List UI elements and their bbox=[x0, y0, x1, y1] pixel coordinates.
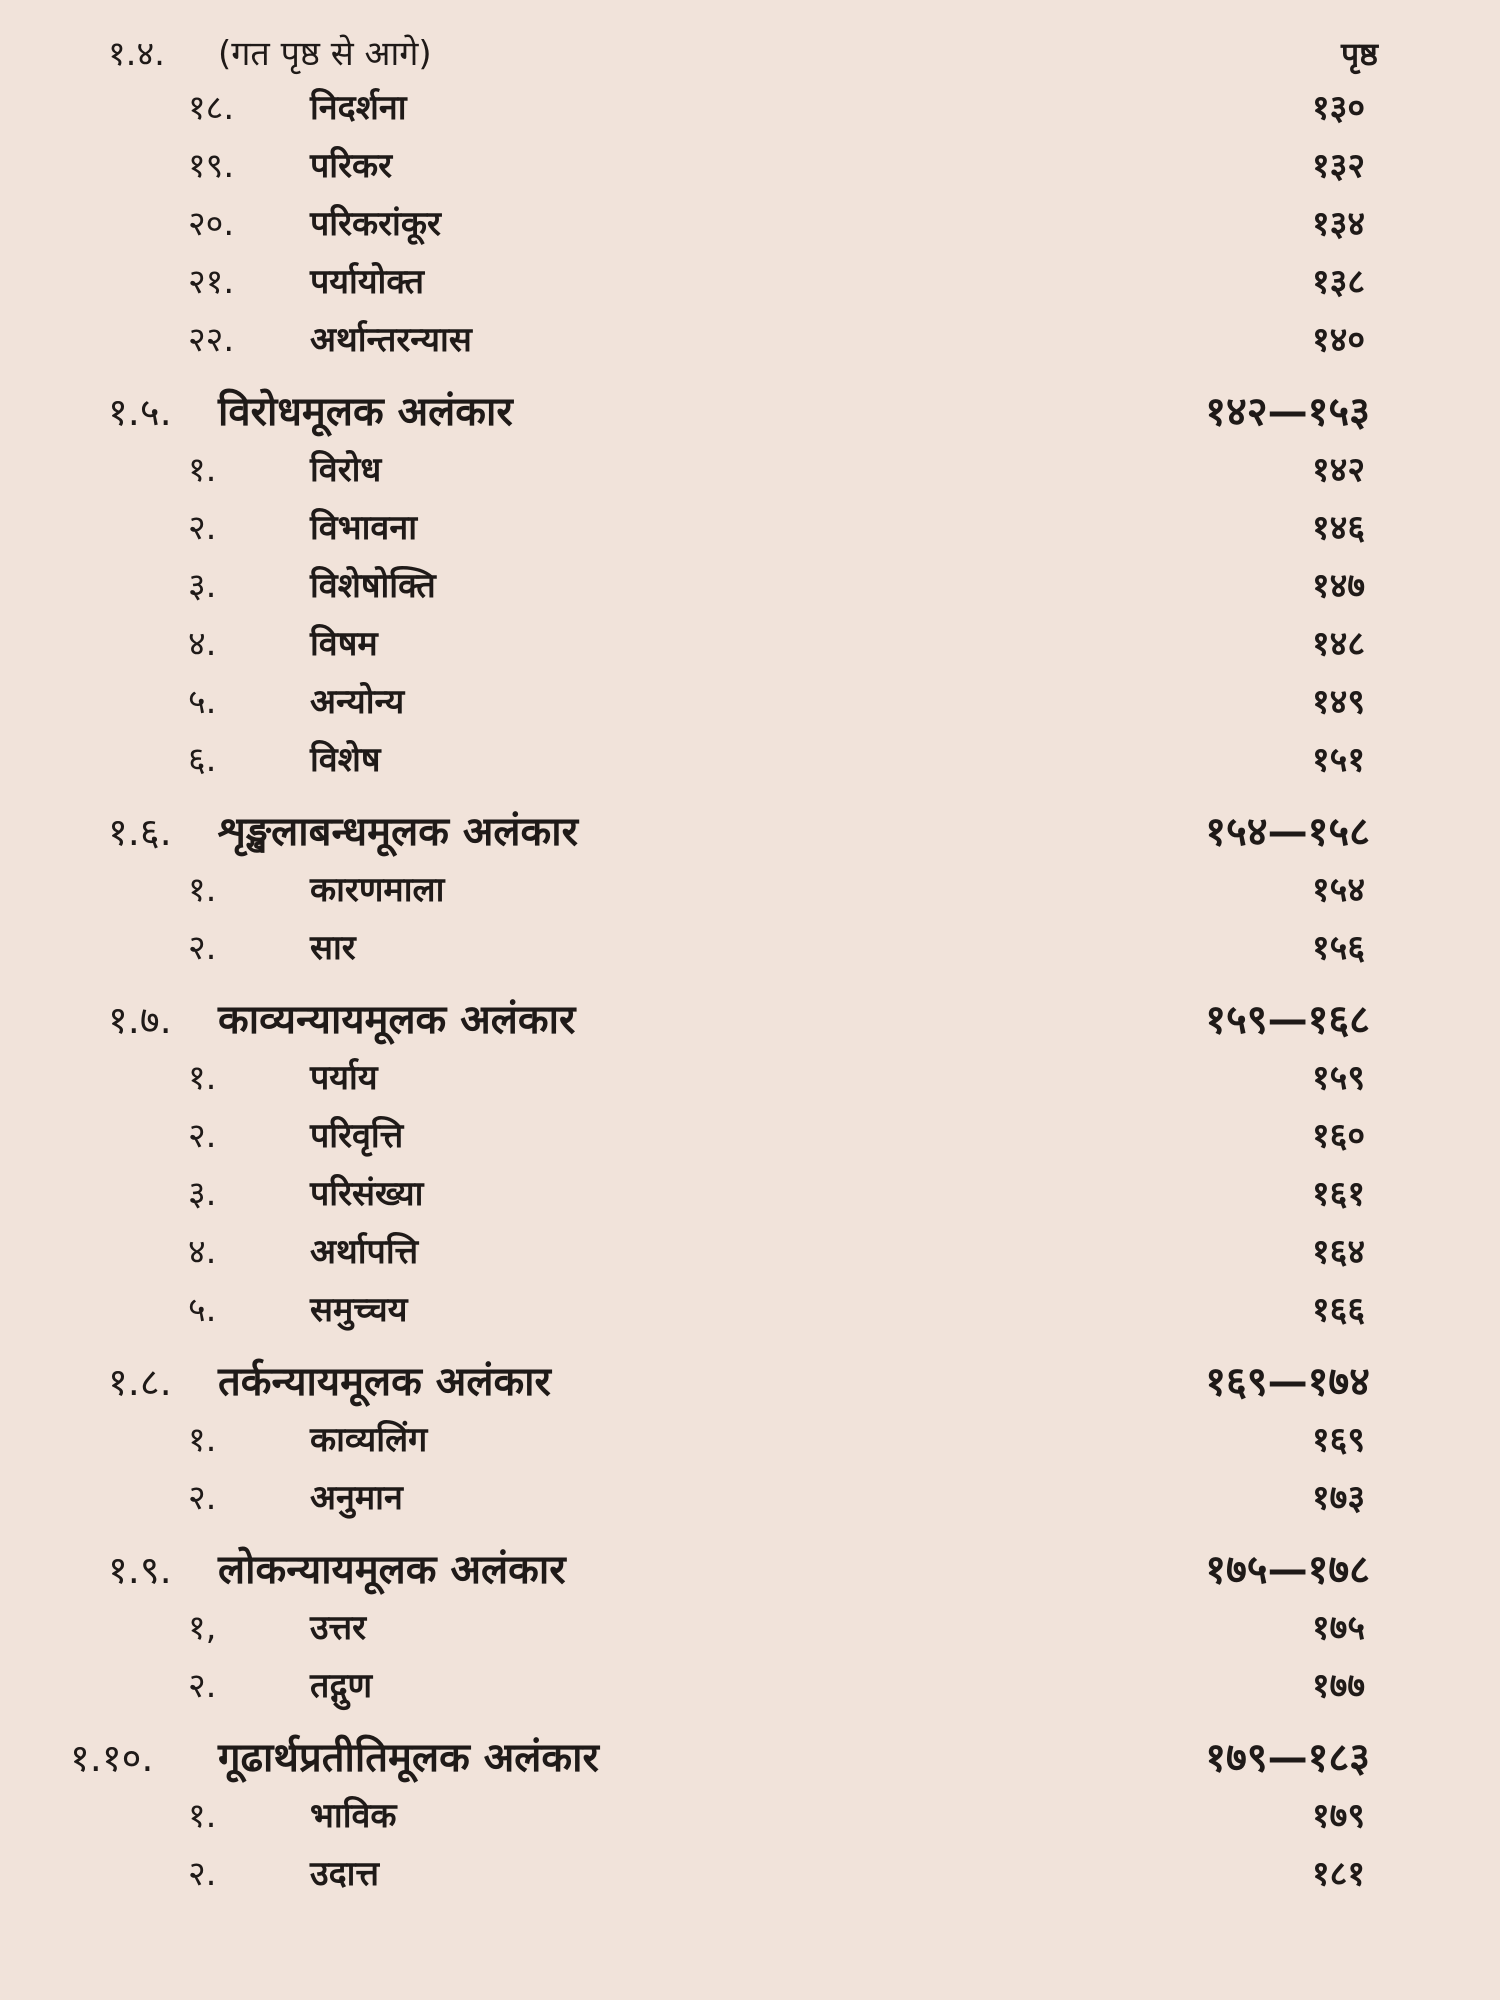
entry-page: १७५—१७८ bbox=[1205, 1547, 1370, 1593]
entry-number: १.५. bbox=[108, 390, 172, 434]
entry-number: २. bbox=[188, 928, 217, 968]
toc-item-row bbox=[0, 1600, 1500, 1656]
entry-number: १, bbox=[188, 1608, 217, 1648]
entry-title: भाविक bbox=[310, 1796, 397, 1836]
entry-title: विरोध bbox=[310, 450, 382, 490]
entry-page: १६० bbox=[1311, 1116, 1365, 1156]
entry-title: समुच्चय bbox=[310, 1290, 408, 1330]
entry-title: कारणमाला bbox=[310, 870, 445, 910]
entry-page: १४२—१५३ bbox=[1205, 389, 1370, 435]
entry-page: १५९—१६८ bbox=[1205, 997, 1370, 1043]
entry-title: तद्गुण bbox=[310, 1666, 373, 1706]
entry-title: पर्यायोक्त bbox=[310, 262, 424, 302]
entry-page: १७५ bbox=[1311, 1608, 1365, 1648]
entry-number: २०. bbox=[188, 204, 235, 244]
entry-page: १५४—१५८ bbox=[1205, 809, 1370, 855]
entry-title: शृङ्खलाबन्धमूलक अलंकार bbox=[218, 809, 578, 855]
entry-number: १. bbox=[188, 1796, 217, 1836]
toc-item-row bbox=[0, 732, 1500, 788]
toc-item-row bbox=[0, 920, 1500, 976]
entry-page: १४७ bbox=[1311, 566, 1365, 606]
entry-title: अर्थापत्ति bbox=[310, 1232, 419, 1272]
toc-item-row bbox=[0, 312, 1500, 368]
entry-number: १. bbox=[188, 1058, 217, 1098]
entry-page: १६४ bbox=[1311, 1232, 1365, 1272]
entry-page: १५६ bbox=[1311, 928, 1365, 968]
entry-number: १. bbox=[188, 450, 217, 490]
toc-item-row bbox=[0, 1224, 1500, 1280]
toc-item-row bbox=[0, 1470, 1500, 1526]
entry-page: १६६ bbox=[1311, 1290, 1365, 1330]
entry-page: १७७ bbox=[1311, 1666, 1365, 1706]
toc-item-row bbox=[0, 254, 1500, 310]
entry-page: १३४ bbox=[1311, 204, 1365, 244]
toc-item-row bbox=[0, 1282, 1500, 1338]
toc-item-row bbox=[0, 862, 1500, 918]
entry-page: १५४ bbox=[1311, 870, 1365, 910]
toc-section-row bbox=[0, 1730, 1500, 1786]
entry-title: विरोधमूलक अलंकार bbox=[218, 389, 513, 435]
entry-page: १४६ bbox=[1311, 508, 1365, 548]
entry-page: १४० bbox=[1311, 320, 1365, 360]
entry-number: १.७. bbox=[108, 998, 172, 1042]
entry-number: १. bbox=[188, 1420, 217, 1460]
toc-section-row bbox=[0, 1542, 1500, 1598]
toc-section-row bbox=[0, 992, 1500, 1048]
toc-item-row bbox=[0, 1788, 1500, 1844]
entry-title: विषम bbox=[310, 624, 378, 664]
entry-number: १.९. bbox=[108, 1548, 172, 1592]
entry-number: ५. bbox=[188, 682, 217, 722]
page-column-label: पृष्ठ bbox=[1340, 35, 1378, 73]
toc-item-row bbox=[0, 1166, 1500, 1222]
toc-item-row bbox=[0, 80, 1500, 136]
entry-title: गूढार्थप्रतीतिमूलक अलंकार bbox=[218, 1735, 599, 1781]
entry-number: १.८. bbox=[108, 1360, 172, 1404]
header-label: (गत पृष्ठ से आगे) bbox=[218, 34, 432, 74]
entry-number: २. bbox=[188, 1478, 217, 1518]
toc-item-row bbox=[0, 674, 1500, 730]
toc-item-row bbox=[0, 1846, 1500, 1902]
entry-page: १७९—१८३ bbox=[1205, 1735, 1370, 1781]
entry-number: १.१०. bbox=[70, 1736, 154, 1780]
entry-title: अर्थान्तरन्यास bbox=[310, 320, 472, 360]
toc-item-row bbox=[0, 1108, 1500, 1164]
toc-section-row bbox=[0, 1354, 1500, 1410]
entry-title: विशेषोक्ति bbox=[310, 566, 436, 606]
toc-item-row bbox=[0, 196, 1500, 252]
entry-page: १७९ bbox=[1311, 1796, 1365, 1836]
entry-title: अन्योन्य bbox=[310, 682, 405, 722]
entry-number: २. bbox=[188, 1854, 217, 1894]
entry-title: सार bbox=[310, 928, 356, 968]
toc-section-row bbox=[0, 384, 1500, 440]
entry-page: १८१ bbox=[1311, 1854, 1365, 1894]
entry-page: १४९ bbox=[1311, 682, 1365, 722]
entry-page: १६९—१७४ bbox=[1205, 1359, 1370, 1405]
entry-page: १४२ bbox=[1311, 450, 1365, 490]
toc-item-row bbox=[0, 138, 1500, 194]
entry-page: १४८ bbox=[1311, 624, 1365, 664]
toc-item-row bbox=[0, 558, 1500, 614]
entry-title: अनुमान bbox=[310, 1478, 403, 1518]
entry-number: ५. bbox=[188, 1290, 217, 1330]
entry-number: १८. bbox=[188, 88, 235, 128]
entry-title: परिकर bbox=[310, 146, 393, 186]
toc-item-row bbox=[0, 1412, 1500, 1468]
toc-item-row bbox=[0, 500, 1500, 556]
entry-number: २२. bbox=[188, 320, 235, 360]
entry-title: परिवृत्ति bbox=[310, 1116, 404, 1156]
toc-item-row bbox=[0, 1658, 1500, 1714]
entry-page: १५१ bbox=[1311, 740, 1365, 780]
entry-page: १६९ bbox=[1311, 1420, 1365, 1460]
entry-number: १. bbox=[188, 870, 217, 910]
entry-number: २. bbox=[188, 1666, 217, 1706]
entry-number: ३. bbox=[188, 566, 217, 606]
entry-number: २. bbox=[188, 1116, 217, 1156]
entry-title: उत्तर bbox=[310, 1608, 367, 1648]
entry-title: काव्यलिंग bbox=[310, 1420, 428, 1460]
entry-number: १.६. bbox=[108, 810, 172, 854]
entry-page: १६१ bbox=[1311, 1174, 1365, 1214]
toc-item-row bbox=[0, 442, 1500, 498]
entry-title: विशेष bbox=[310, 740, 381, 780]
entry-number: ४. bbox=[188, 1232, 217, 1272]
entry-title: पर्याय bbox=[310, 1058, 378, 1098]
entry-title: निदर्शना bbox=[310, 88, 407, 128]
entry-title: उदात्त bbox=[310, 1854, 379, 1894]
header-number: १.४. bbox=[108, 34, 165, 74]
entry-title: परिकरांकूर bbox=[310, 204, 441, 244]
entry-page: १३० bbox=[1311, 88, 1365, 128]
entry-title: परिसंख्या bbox=[310, 1174, 424, 1214]
entry-number: २१. bbox=[188, 262, 235, 302]
entry-number: ६. bbox=[188, 740, 217, 780]
entry-page: १३२ bbox=[1311, 146, 1365, 186]
entry-number: ३. bbox=[188, 1174, 217, 1214]
entry-page: १५९ bbox=[1311, 1058, 1365, 1098]
entry-number: २. bbox=[188, 508, 217, 548]
toc-header bbox=[0, 26, 1500, 82]
entry-title: काव्यन्यायमूलक अलंकार bbox=[218, 997, 576, 1043]
entry-number: ४. bbox=[188, 624, 217, 664]
toc-section-row bbox=[0, 804, 1500, 860]
entry-number: १९. bbox=[188, 146, 235, 186]
entry-title: तर्कन्यायमूलक अलंकार bbox=[218, 1359, 551, 1405]
entry-page: १३८ bbox=[1311, 262, 1365, 302]
entry-title: लोकन्यायमूलक अलंकार bbox=[218, 1547, 566, 1593]
entry-page: १७३ bbox=[1311, 1478, 1365, 1518]
toc-item-row bbox=[0, 1050, 1500, 1106]
entry-title: विभावना bbox=[310, 508, 417, 548]
toc-item-row bbox=[0, 616, 1500, 672]
